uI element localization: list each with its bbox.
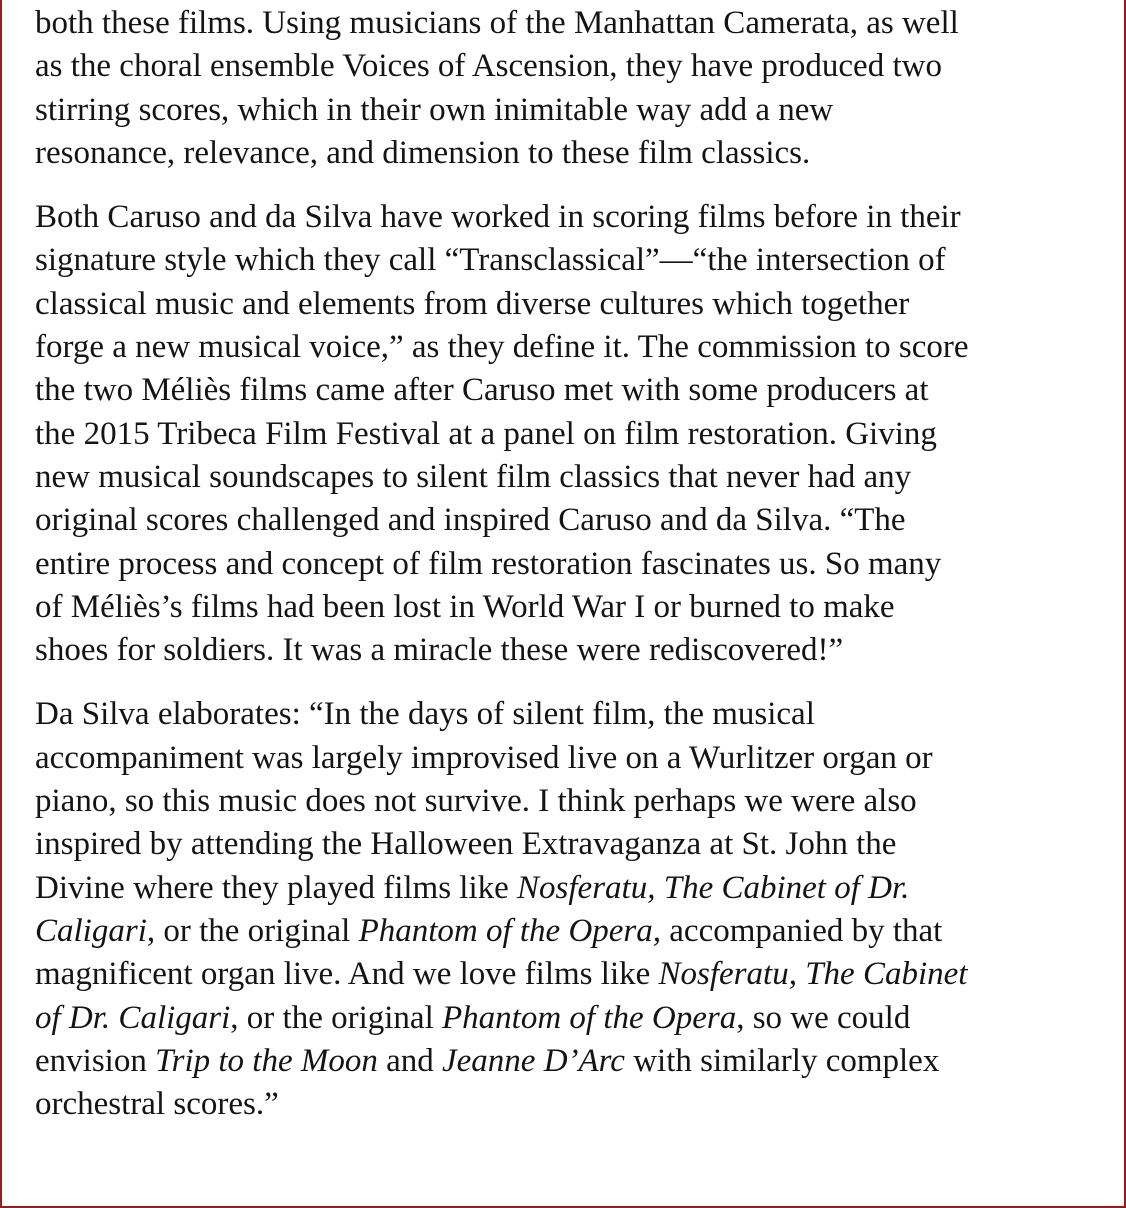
italic-title-run: Nosferatu, The Cabinet of Dr.	[517, 869, 910, 906]
text-line	[35, 737, 1105, 780]
text-run: forge a new musical voice,” as they define it. The commission to score	[35, 329, 969, 366]
text-line	[35, 1083, 1105, 1126]
italic-title-run: of Dr. Caligari	[35, 999, 231, 1036]
text-run: of Méliès’s films had been lost in World War I or burned to make	[35, 588, 895, 625]
text-run: with similarly complex	[624, 1042, 940, 1079]
italic-title-run: Jeanne D’Arc	[442, 1042, 625, 1079]
text-run: new musical soundscapes to silent film classics that never had any	[35, 458, 912, 495]
text-run: resonance, relevance, and dimension to these film classics.	[35, 134, 811, 171]
text-run: both these films. Using musicians of the Manhattan Camerata, as well	[35, 5, 959, 41]
text-line	[35, 239, 1105, 282]
text-run: classical music and elements from diverse cultures which together	[35, 285, 910, 322]
article-body	[35, 2, 1105, 1147]
text-line	[35, 45, 1105, 88]
text-run: , so we could	[736, 999, 911, 1036]
text-run: , or the original	[146, 912, 359, 949]
text-line	[35, 283, 1105, 326]
text-run: the 2015 Tribeca Film Festival at a panel on film restoration. Giving	[35, 415, 937, 452]
text-run: inspired by attending the Halloween Extravaganza at St. John the	[35, 826, 897, 863]
italic-title-run: Phantom of the Opera,	[358, 912, 662, 949]
text-run: signature style which they call “Transclassical”—“the intersection of	[35, 242, 946, 279]
text-line	[35, 89, 1105, 132]
text-line	[35, 629, 1105, 672]
text-run: , or the original	[230, 999, 442, 1036]
text-run: accompaniment was largely improvised live on a Wurlitzer organ or	[35, 739, 933, 776]
text-line	[35, 196, 1105, 239]
text-line	[35, 823, 1105, 866]
text-run: envision	[35, 1042, 156, 1079]
text-line	[35, 456, 1105, 499]
text-line	[35, 2, 1105, 45]
text-run: stirring scores, which in their own inimitable way add a new	[35, 91, 834, 128]
text-run: the two Méliès films came after Caruso met with some producers at	[35, 372, 929, 409]
article-paragraph	[35, 2, 1105, 175]
text-run: accompanied by that	[661, 912, 943, 949]
article-paragraph	[35, 693, 1105, 1126]
text-run: and	[377, 1042, 443, 1079]
text-line	[35, 132, 1105, 175]
text-run: Both Caruso and da Silva have worked in scoring films before in their	[35, 199, 961, 236]
text-run: Divine where they played films like	[35, 869, 518, 906]
text-line	[35, 780, 1105, 823]
text-run: orchestral scores.”	[35, 1086, 279, 1123]
text-run: as the choral ensemble Voices of Ascension, they have produced two	[35, 48, 942, 85]
italic-title-run: Nosferatu, The Cabinet	[658, 956, 968, 993]
text-line	[35, 910, 1105, 953]
text-line	[35, 693, 1105, 736]
text-run: magnificent organ live. And we love films like	[35, 956, 659, 993]
article-paragraph	[35, 196, 1105, 672]
text-line	[35, 1040, 1105, 1083]
text-line	[35, 953, 1105, 996]
text-line	[35, 997, 1105, 1040]
text-line	[35, 413, 1105, 456]
text-run: entire process and concept of film restoration fascinates us. So many	[35, 545, 942, 582]
italic-title-run: Caligari	[35, 912, 147, 949]
text-line	[35, 543, 1105, 586]
text-line	[35, 326, 1105, 369]
italic-title-run: Phantom of the Opera	[442, 999, 737, 1036]
text-run: Da Silva elaborates: “In the days of silent film, the musical	[35, 696, 815, 733]
text-run: shoes for soldiers. It was a miracle these were rediscovered!”	[35, 632, 844, 669]
text-line	[35, 867, 1105, 910]
text-run: piano, so this music does not survive. I think perhaps we were also	[35, 783, 917, 820]
text-line	[35, 369, 1105, 412]
text-line	[35, 499, 1105, 542]
text-line	[35, 586, 1105, 629]
text-run: original scores challenged and inspired Caruso and da Silva. “The	[35, 502, 906, 539]
italic-title-run: Trip to the Moon	[155, 1042, 378, 1079]
